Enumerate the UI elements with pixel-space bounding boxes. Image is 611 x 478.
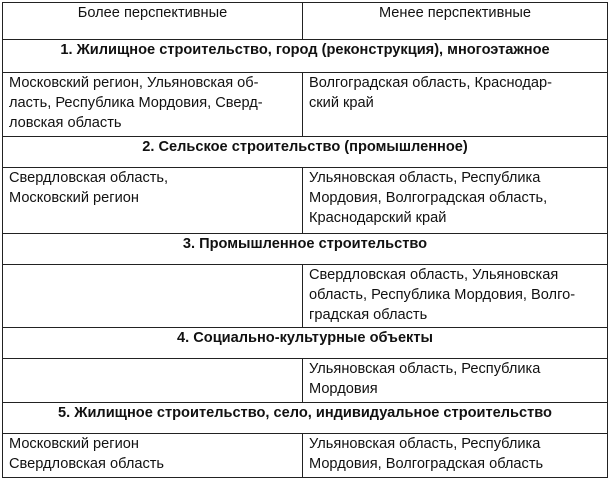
more-promising-regions xyxy=(3,265,303,328)
section-content-row xyxy=(3,359,608,403)
header-more-promising: Более перспективные xyxy=(3,3,303,40)
more-promising-regions: Московский регион, Ульяновская об- ласть, Республика Мордовия, Сверд- ловская область xyxy=(3,73,303,137)
section-title-row xyxy=(3,40,608,73)
more-promising-regions: Московский регион Свердловская область xyxy=(3,434,303,478)
section-title-row xyxy=(3,137,608,168)
less-promising-regions: Волгоградская область, Краснодар- ский край xyxy=(303,73,608,137)
section-content-row xyxy=(3,73,608,137)
less-promising-regions: Свердловская область, Ульяновская область, Республика Мордовия, Волго- градская область xyxy=(303,265,608,328)
section-content-row xyxy=(3,265,608,328)
section-title: 3. Промышленное строительство xyxy=(3,234,608,265)
less-promising-regions: Ульяновская область, Республика Мордовия, Волгоградская область xyxy=(303,434,608,478)
section-title: 5. Жилищное строительство, село, индивидуальное строительство xyxy=(3,403,608,434)
more-promising-regions: Свердловская область, Московский регион xyxy=(3,168,303,234)
header-less-promising: Менее перспективные xyxy=(303,3,608,40)
perspectives-table xyxy=(2,2,608,478)
header-row xyxy=(3,3,608,40)
section-title: 2. Сельское строительство (промышленное) xyxy=(3,137,608,168)
section-content-row xyxy=(3,168,608,234)
section-title-row xyxy=(3,403,608,434)
less-promising-regions: Ульяновская область, Республика Мордовия, Волгоградская область, Краснодарский край xyxy=(303,168,608,234)
section-title-row xyxy=(3,328,608,359)
more-promising-regions xyxy=(3,359,303,403)
less-promising-regions: Ульяновская область, Республика Мордовия xyxy=(303,359,608,403)
section-title-row xyxy=(3,234,608,265)
section-title: 1. Жилищное строительство, город (реконструкция), многоэтажное xyxy=(3,40,608,73)
section-title: 4. Социально-культурные объекты xyxy=(3,328,608,359)
